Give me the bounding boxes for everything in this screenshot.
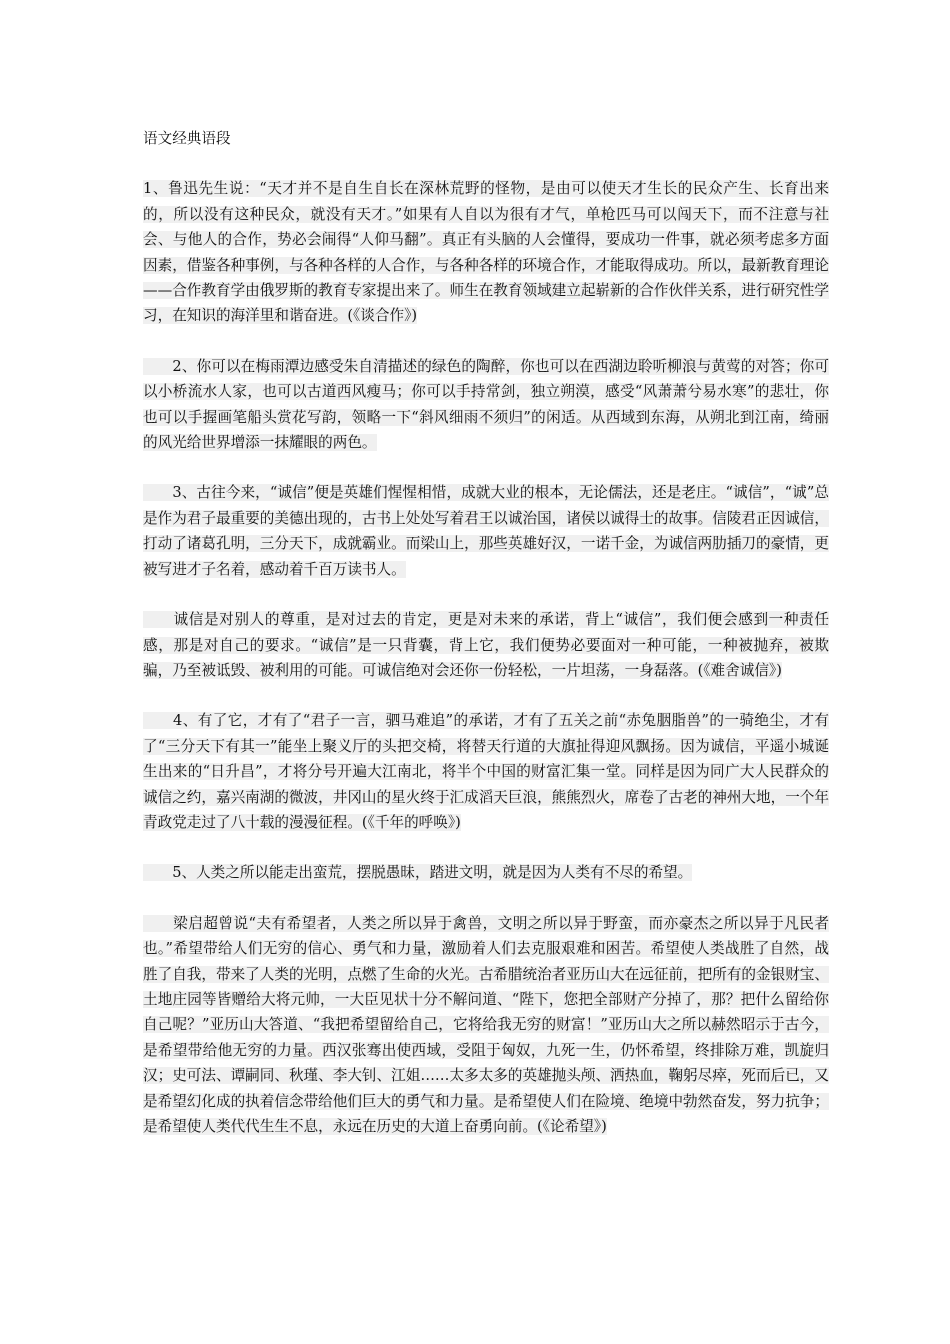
paragraph-text: 3、古往今来，“诚信”便是英雄们惺惺相惜，成就大业的根本，无论儒法，还是老庄。“诚信”，“诚”总是作为君子最重要的美德出现的，古书上处处写着君王以诚治国，诸侯以诚得士的故事。信陵君正因诚信，打动了诸葛孔明，三分天下，成就霸业。而梁山上，那些英雄好汉，一诺千金，为诚信两肋插刀的豪情，更被写进才子名着，感动着千百万读书人。 (143, 484, 829, 578)
paragraph-text: 4、有了它，才有了“君子一言，驷马难追”的承诺，才有了五关之前“赤兔胭脂兽”的一骑绝尘，才有了“三分天下有其一”能坐上聚义厅的头把交椅，将替天行道的大旗扯得迎风飘扬。因为诚信，平遥小城诞生出来的“日升昌”，才将分号开遍大江南北，将半个中国的财富汇集一堂。同样是因为同广大人民群众的诚信之约，嘉兴南湖的微波，井冈山的星火终于汇成滔天巨浪，熊熊烈火，席卷了古老的神州大地，一个年青政党走过了八十载的漫漫征程。(《千年的呼唤》) (143, 712, 829, 831)
paragraph-4 (143, 607, 829, 683)
paragraph-text: 5、人类之所以能走出蛮荒，摆脱愚昧，踏进文明，就是因为人类有不尽的希望。 (143, 864, 693, 882)
paragraph-7 (143, 911, 829, 1140)
paragraph-2 (143, 354, 829, 456)
paragraph-text: 梁启超曾说“夫有希望者，人类之所以异于禽兽，文明之所以异于野蛮，而亦豪杰之所以异于凡民者也。”希望带给人们无穷的信心、勇气和力量，激励着人们去克服艰难和困苦。希望使人类战胜了自然，战胜了自我，带来了人类的光明，点燃了生命的火光。古希腊统治者亚历山大在远征前，把所有的金银财宝、土地庄园等皆赠给大将元帅，一大臣见状十分不解问道、“陛下，您把全部财产分掉了，那？把什么留给你自己呢？”亚历山大答道、“我把希望留给自己，它将给我无穷的财富！”亚历山大之所以赫然昭示于古今，是希望带给他无穷的力量。西汉张骞出使西域，受阻于匈奴，九死一生，仍怀希望，终排除万难，凯旋归汉；史可法、谭嗣同、秋瑾、李大钊、江姐……太多太多的英雄抛头颅、洒热血，鞠躬尽瘁，死而后已，又是希望幻化成的执着信念带给他们巨大的勇气和力量。是希望使人们在险境、绝境中勃然奋发，努力抗争；是希望使人类代代生生不息，永远在历史的大道上奋勇向前。(《论希望》) (143, 914, 829, 1135)
paragraph-5 (143, 708, 829, 835)
paragraph-text: 2、你可以在梅雨潭边感受朱自清描述的绿色的陶醉，你也可以在西湖边聆听柳浪与黄莺的对答；你可以小桥流水人家，也可以古道西风瘦马；你可以手持常剑，独立朔漠，感受“风萧萧兮易水寒”的悲壮，你也可以手握画笔船头赏花写韵，领略一下“斜风细雨不须归”的闲适。从西域到东海，从朔北到江南，绮丽的风光给世界增添一抹耀眼的两色。 (143, 357, 829, 452)
paragraph-text: 1、鲁迅先生说：“天才并不是自生自长在深林荒野的怪物，是由可以使天才生长的民众产生、长育出来的，所以没有这种民众，就没有天才。”如果有人自以为很有才气，单枪匹马可以闯天下，而不注意与社会、与他人的合作，势必会闹得“人仰马翻”。真正有头脑的人会懂得，要成功一件事，就必须考虑多方面因素，借鉴各种事例，与各种各样的人合作，与各种各样的环境合作，才能取得成功。所以，最新教育理论——合作教育学由俄罗斯的教育专家提出来了。师生在教育领域建立起崭新的合作伙伴关系，进行研究性学习，在知识的海洋里和谐奋进。(《谈合作》) (143, 180, 829, 325)
document-page (143, 126, 829, 1164)
paragraph-6 (143, 860, 829, 885)
document-title: 语文经典语段 (143, 130, 231, 147)
paragraph-text: 诚信是对别人的尊重，是对过去的肯定，更是对未来的承诺，背上“诚信”，我们便会感到一种责任感，那是对自己的要求。“诚信”是一只背囊，背上它，我们便势必要面对一种可能，一种被抛弃，被欺骗，乃至被诋毁、被利用的可能。可诚信绝对会还你一份轻松，一片坦荡，一身磊落。(《难舍诚信》) (143, 611, 829, 679)
paragraph-3 (143, 480, 829, 582)
paragraph-1 (143, 176, 829, 328)
